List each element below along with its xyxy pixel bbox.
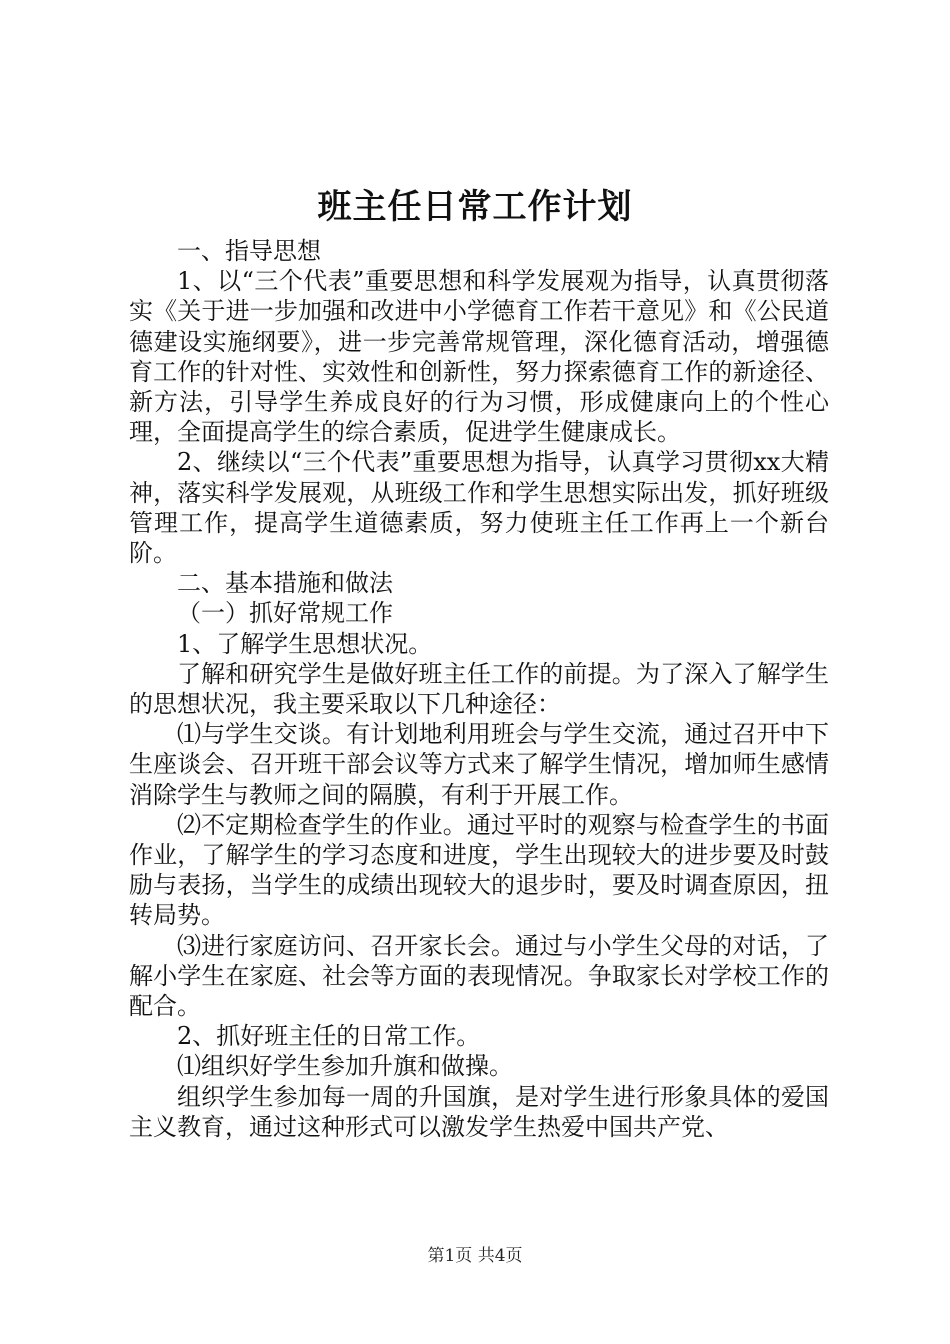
paragraph: 2、继续以“三个代表”重要思想为指导，认真学习贯彻xx大精神，落实科学发展观，从班级工作和学生思想实际出发，抓好班级管理工作，提高学生道德素质，努力使班主任工作再上一个新台阶。 [129, 448, 829, 568]
item-heading: ⑴组织好学生参加升旗和做操。 [177, 1052, 513, 1081]
page-footer: 第1页 共4页 [427, 1246, 523, 1266]
section-heading: 二、基本措施和做法 [177, 569, 393, 598]
paragraph: ⑴与学生交谈。有计划地利用班会与学生交流，通过召开中下生座谈会、召开班干部会议等方式来了解学生情况，增加师生感情消除学生与教师之间的隔膜，有利于开展工作。 [129, 720, 829, 809]
paragraph: 1、以“三个代表”重要思想和科学发展观为指导，认真贯彻落实《关于进一步加强和改进中小学德育工作若干意见》和《公民道德建设实施纲要》，进一步完善常规管理，深化德育活动，增强德育工作的针对性、实效性和创新性，努力探索德育工作的新途径、新方法，引导学生养成良好的行为习惯，形成健康向上的个性心理，全面提高学生的综合素质，促进学生健康成长。 [129, 267, 829, 447]
paragraph: ⑵不定期检查学生的作业。通过平时的观察与检查学生的书面作业，了解学生的学习态度和进度，学生出现较大的进步要及时鼓励与表扬，当学生的成绩出现较大的退步时，要及时调查原因，扭转局势。 [129, 810, 829, 930]
paragraph: 了解和研究学生是做好班主任工作的前提。为了深入了解学生的思想状况，我主要采取以下几种途径： [129, 659, 829, 719]
subsection-heading: （一）抓好常规工作 [177, 599, 393, 628]
item-heading: 1、了解学生思想状况。 [177, 629, 433, 658]
document-title: 班主任日常工作计划 [317, 187, 633, 227]
section-heading: 一、指导思想 [177, 237, 321, 265]
document-body [129, 236, 829, 1142]
paragraph: ⑶进行家庭访问、召开家长会。通过与小学生父母的对话，了解小学生在家庭、社会等方面的表现情况。争取家长对学校工作的配合。 [129, 931, 829, 1021]
paragraph: 组织学生参加每一周的升国旗，是对学生进行形象具体的爱国主义教育，通过这种形式可以激发学生热爱中国共产党、 [129, 1082, 829, 1141]
item-heading: 2、抓好班主任的日常工作。 [177, 1022, 481, 1051]
